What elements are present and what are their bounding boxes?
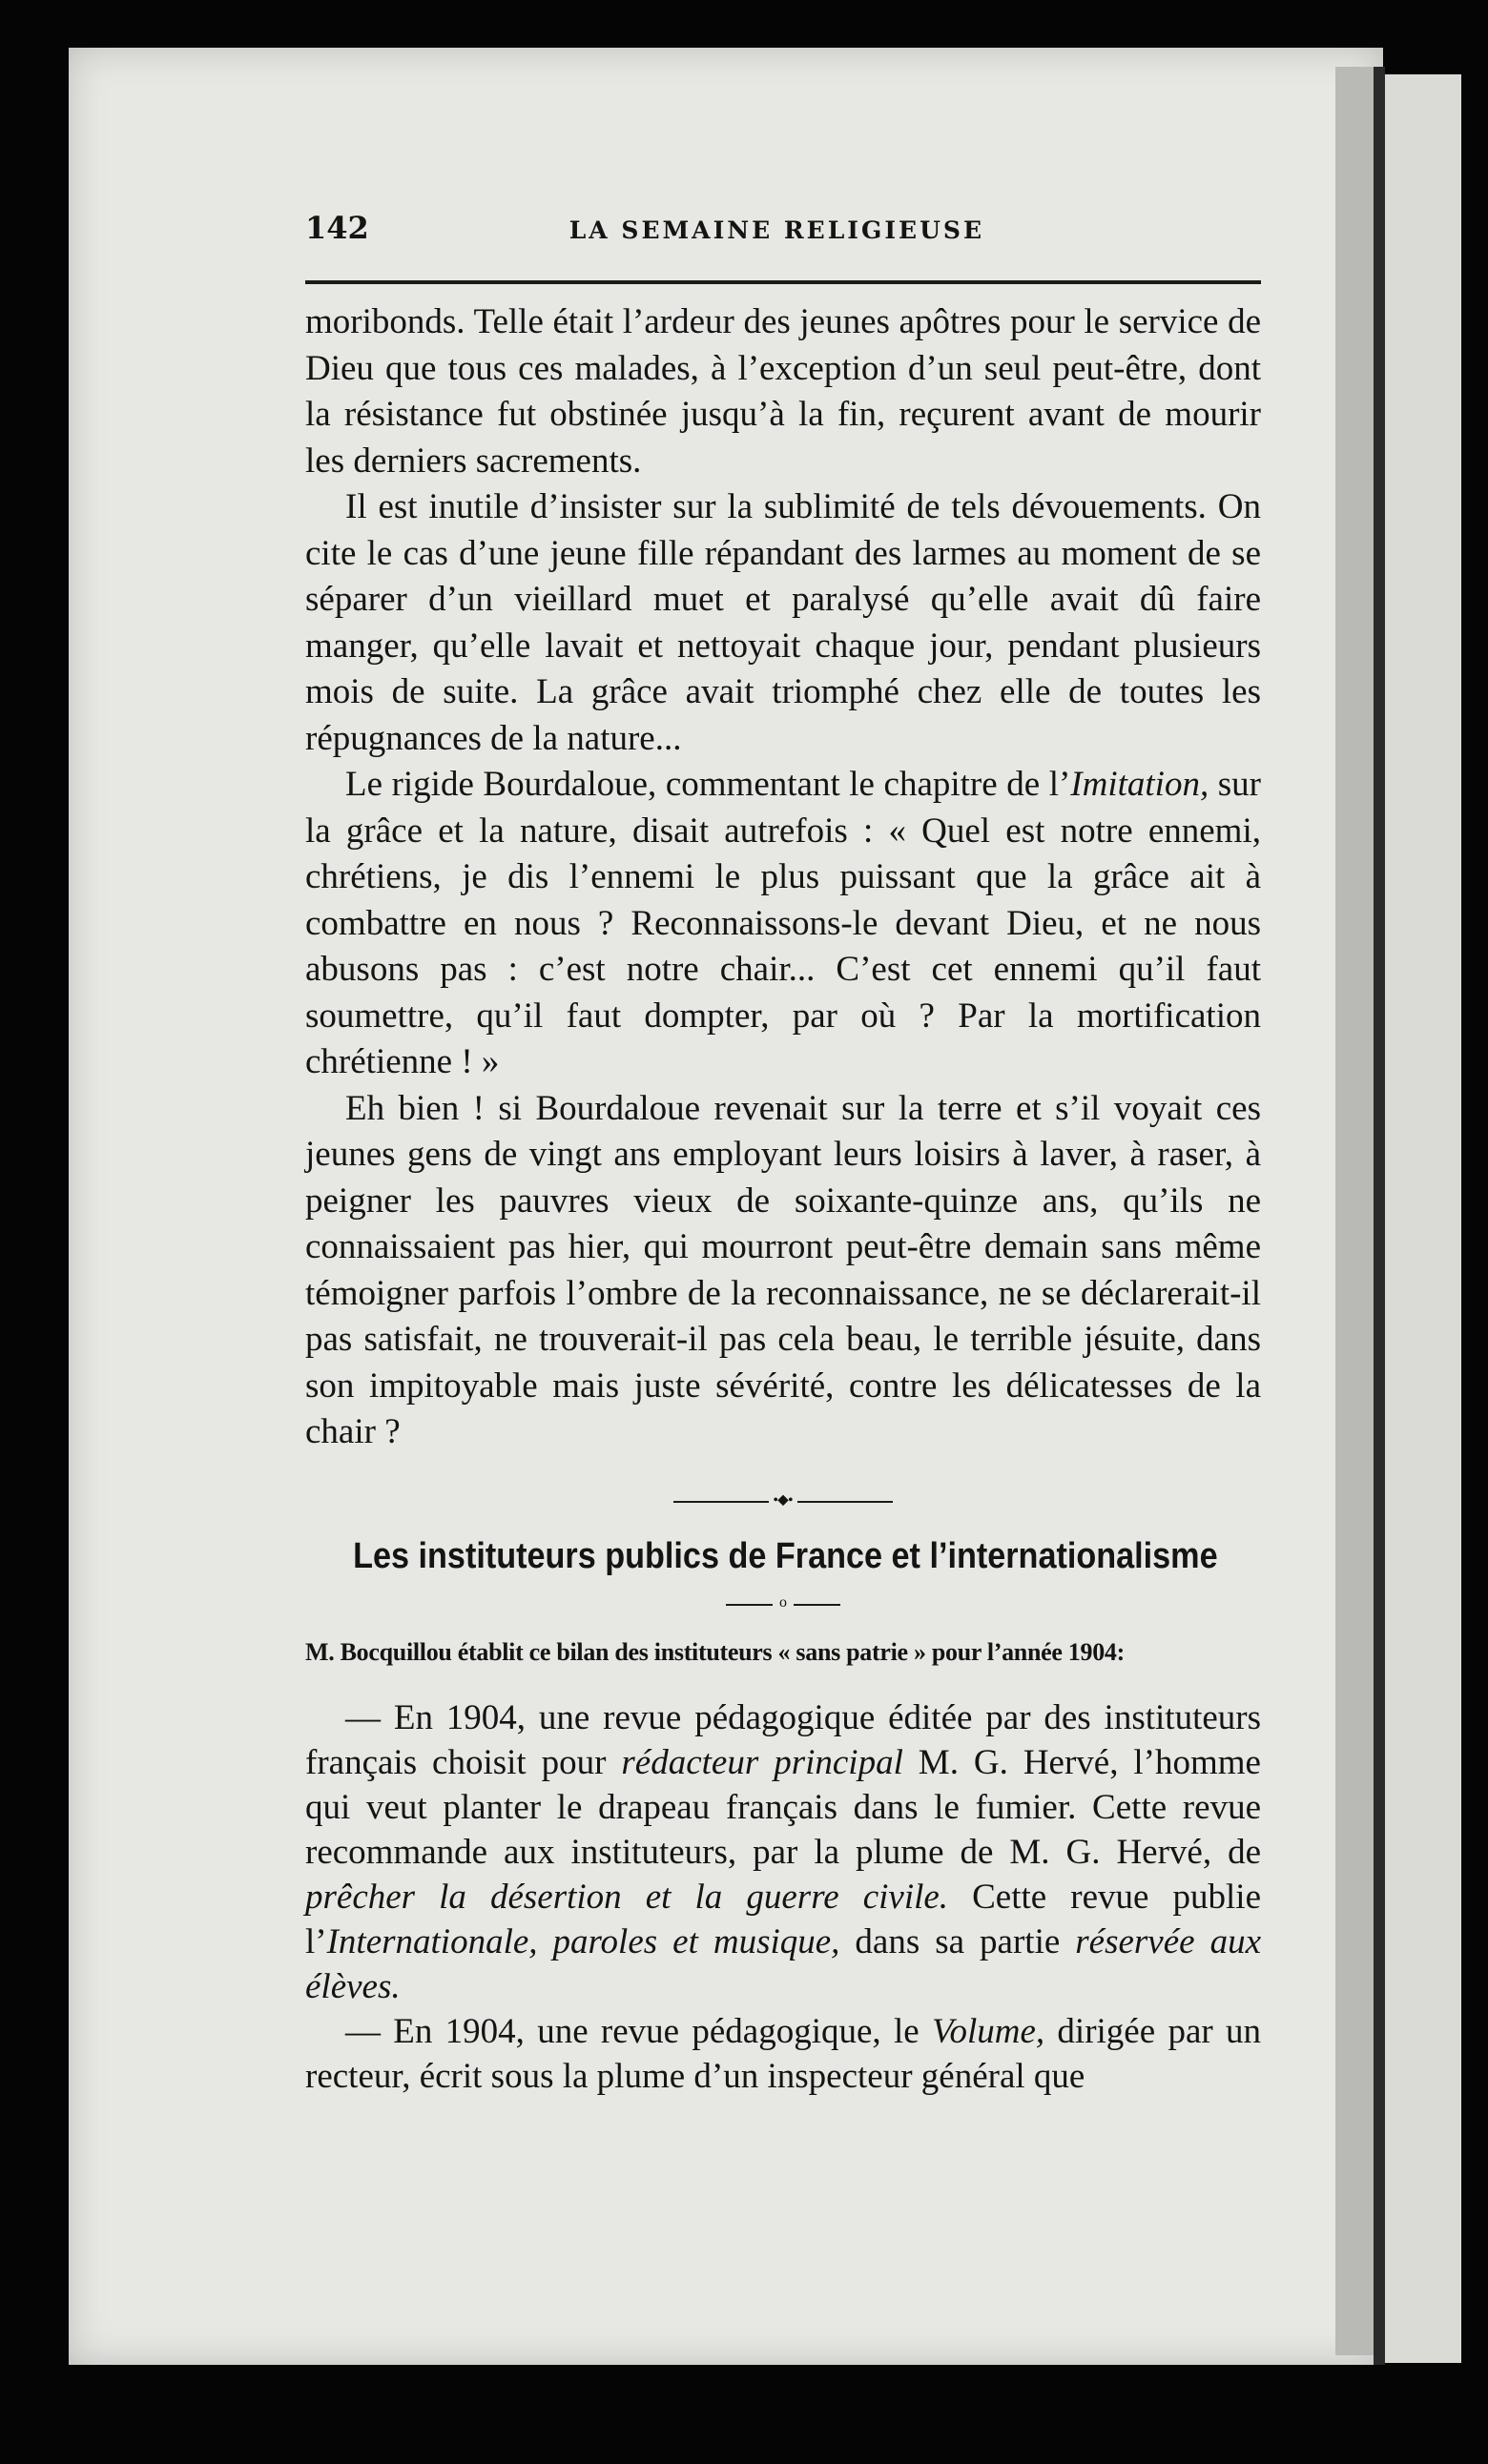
text-run: Cette revue publie l’ [305,1877,1261,1961]
text-run: — En 1904, une revue pédagogique, le [345,2011,932,2051]
paragraph: Il est inutile d’insister sur la sublimité de tels dévouements. On cite le cas d’une jeune fille répandant des larmes au moment de se séparer d’un vieillard muet et paralysé qu’elle avait dû faire manger, qu’elle lavait et nettoyait chaque jour, pendant plusieurs mois de suite. La grâce avait triomphé chez elle de toutes les répugnances de la nature... [305,487,1261,758]
adjacent-page-edge [1385,74,1461,2363]
paragraph [305,2009,1261,2099]
page-edge [1335,67,1374,2355]
text-run: dirigée par un recteur, écrit sous la plume d’un inspecteur général que [305,2011,1261,2096]
paragraph: Eh bien ! si Bourdaloue revenait sur la terre et s’il voyait ces jeunes gens de vingt ans employant leurs loisirs à laver, à raser, à peigner les pauvres vieux de soixante-quinze ans, qu’ils ne connaissaient pas hier, qui mourront peut-être demain sans même témoigner parfois l’ombre de la reconnaissance, ne se déclarerait-il pas satisfait, ne trouverait-il pas cela beau, le terrible jésuite, dans son impitoyable mais juste sévérité, contre les délicatesses de la chair ? [305,1088,1261,1451]
text-run: sur la grâce et la nature, disait autrefois : « Quel est notre ennemi, chrétiens, je dis l’ennemi le plus puissant que la grâce ait à combattre en nous ? Reconnaissons-le devant Dieu, et ne nous abusons pas : c’est notre chair... C’est cet ennemi qu’il faut soumettre, qu’il faut dompter, par où ? Par la mortification chrétienne ! » [305,765,1261,1081]
title-divider [726,1593,840,1611]
paragraph: moribonds. Telle était l’ardeur des jeunes apôtres pour le service de Dieu que tous ces malades, à l’exception d’un seul peut-être, dont la résistance fut obstinée jusqu’à la fin, reçurent avant de mourir les derniers sacrements. [305,302,1261,481]
paragraph [305,1695,1261,2009]
text-run: M. G. Hervé, l’homme qui veut planter le drapeau français dans le fumier. Cette revue recommande aux instituteurs, par la plume de M. G. Hervé, de [305,1742,1261,1872]
italic-text: Imitation, [1070,765,1209,804]
italic-text: réservée aux élèves. [305,1921,1261,2006]
article-body [305,299,1261,1456]
intro-line: M. Bocquillou établit ce bilan des instituteurs « sans patrie » pour l’année 1904: [305,1637,1125,1666]
ornament-knot: •◆• [769,1494,797,1508]
italic-text: rédacteur principal [621,1742,903,1782]
text-run: — En 1904, une revue pédagogique éditée par des instituteurs français choisit pour [305,1697,1261,1782]
section-ornament [673,1492,893,1508]
italic-text: prêcher la désertion et la guerre civile. [305,1877,949,1917]
paragraph [305,762,1261,1086]
text-run: Le rigide Bourdaloue, commentant le chapitre de l’ [345,765,1071,804]
text-run: dans sa partie [839,1921,1076,1961]
journal-title: LA SEMAINE RELIGIEUSE [568,216,984,244]
divider-mark: o [773,1595,794,1611]
running-head [305,210,1261,284]
italic-text: Internationale, paroles et musique, [326,1921,840,1961]
page-number: 142 [305,210,369,246]
binding-gap [1374,67,1385,2365]
italic-text: Volume, [931,2011,1045,2051]
page-content [305,210,1261,2099]
article-body-2 [305,1695,1261,2099]
section-title: Les instituteurs publics de France et l’internationalisme [353,1535,1218,1576]
